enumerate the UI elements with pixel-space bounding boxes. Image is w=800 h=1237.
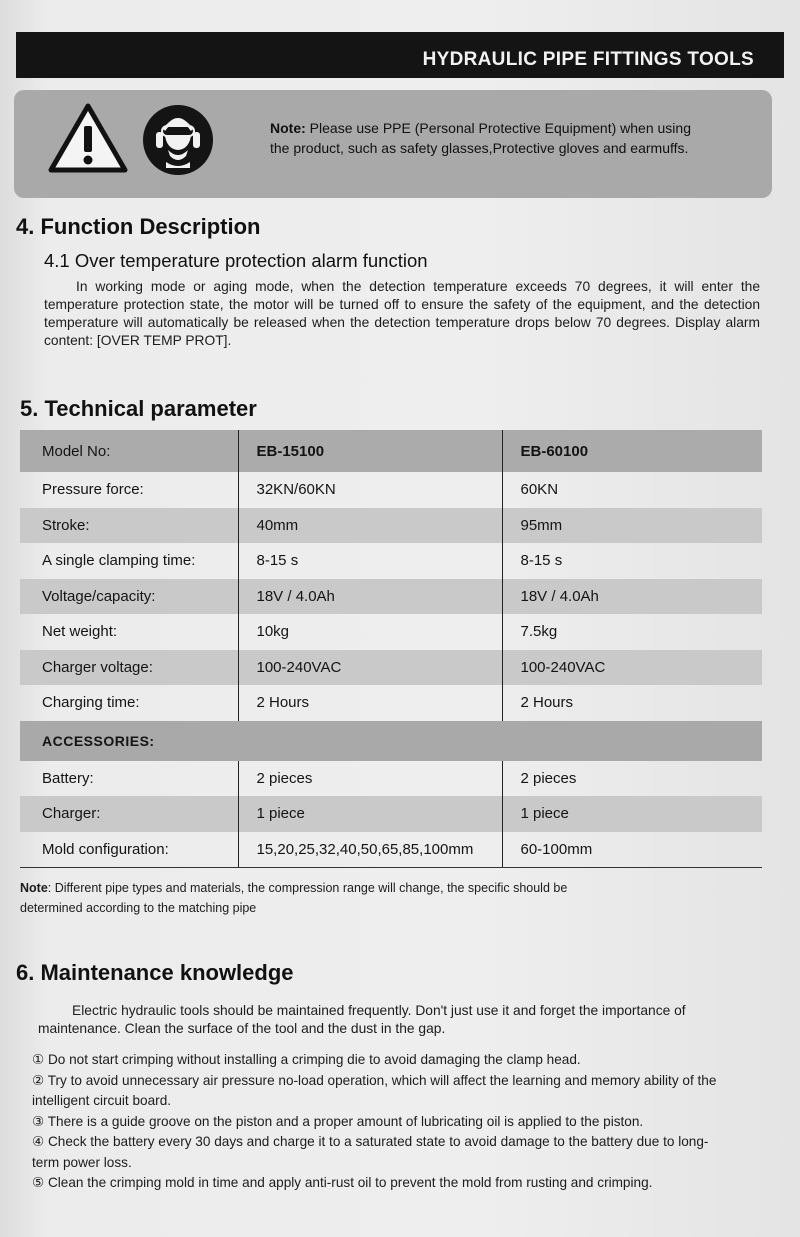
row-value-eb15100: 2 pieces bbox=[238, 761, 502, 797]
row-value-eb60100: 2 Hours bbox=[502, 685, 762, 721]
note-content: Please use PPE (Personal Protective Equipment) when using the product, such as safety glasses,Protective gloves and earmuffs. bbox=[270, 120, 691, 156]
list-item: ④ Check the battery every 30 days and charge it to a saturated state to avoid damage to the battery due to long-term power loss. bbox=[32, 1134, 709, 1170]
table-row bbox=[20, 832, 762, 868]
row-value-eb60100: 8-15 s bbox=[502, 543, 762, 579]
table-footnote-text: : Different pipe types and materials, the compression range will change, the specific should be determined according to the matching pipe bbox=[20, 881, 568, 915]
note-label: Note: bbox=[270, 120, 306, 136]
row-value-eb60100: 100-240VAC bbox=[502, 650, 762, 686]
table-row bbox=[20, 579, 762, 615]
row-value-eb60100: 7.5kg bbox=[502, 614, 762, 650]
row-value-eb15100: 10kg bbox=[238, 614, 502, 650]
row-value-eb60100: 18V / 4.0Ah bbox=[502, 579, 762, 615]
row-label: Voltage/capacity: bbox=[20, 579, 238, 615]
list-item: ① Do not start crimping without installing a crimping die to avoid damaging the clamp head. bbox=[32, 1052, 581, 1067]
row-value-eb15100: 40mm bbox=[238, 508, 502, 544]
row-value-eb15100: 8-15 s bbox=[238, 543, 502, 579]
section-4-1-subtitle: 4.1 Over temperature protection alarm function bbox=[44, 250, 428, 271]
header-bar bbox=[16, 32, 784, 78]
table-row bbox=[20, 472, 762, 508]
section-4-body: In working mode or aging mode, when the detection temperature exceeds 70 degrees, it will enter the temperature protection state, the motor will be turned off to ensure the safety of the equipment, and the detection temperature will automatically be released when the detection temperature drops below 70 degrees. Display alarm content: [OVER TEMP PROT]. bbox=[44, 279, 760, 348]
row-value-eb15100: 2 Hours bbox=[238, 685, 502, 721]
header-cell-eb60100: EB-60100 bbox=[502, 430, 762, 472]
table-row bbox=[20, 796, 762, 832]
list-item: ⑤ Clean the crimping mold in time and apply anti-rust oil to prevent the mold from rusting and crimping. bbox=[32, 1175, 653, 1190]
row-label: Charger voltage: bbox=[20, 650, 238, 686]
list-item: ② Try to avoid unnecessary air pressure no-load operation, which will affect the learning and memory ability of the intelligent circuit board. bbox=[32, 1072, 717, 1108]
table-row bbox=[20, 543, 762, 579]
table-row bbox=[20, 650, 762, 686]
header-title: HYDRAULIC PIPE FITTINGS TOOLS bbox=[422, 49, 754, 70]
row-value-eb15100: 15,20,25,32,40,50,65,85,100mm bbox=[238, 832, 502, 868]
row-value-eb60100: 2 pieces bbox=[502, 761, 762, 797]
ppe-note-text bbox=[270, 118, 710, 158]
row-label: Pressure force: bbox=[42, 481, 144, 499]
table-row bbox=[20, 508, 762, 544]
table-footnote-label: Note bbox=[20, 881, 48, 895]
ppe-note-box bbox=[14, 90, 772, 198]
table-row bbox=[20, 761, 762, 797]
section-6-title: 6. Maintenance knowledge bbox=[16, 960, 294, 985]
table-row bbox=[20, 614, 762, 650]
section-6-intro: Electric hydraulic tools should be maintained frequently. Don't just use it and forget the importance of maintenance. Clean the surface of the tool and the dust in the gap. bbox=[38, 1003, 686, 1036]
accessories-label: ACCESSORIES: bbox=[20, 721, 762, 761]
maintenance-list bbox=[32, 1050, 722, 1194]
table-header-row bbox=[20, 430, 762, 472]
row-label: Charging time: bbox=[42, 694, 140, 712]
header-cell-eb15100: EB-15100 bbox=[238, 430, 502, 472]
row-label: Net weight: bbox=[42, 623, 118, 641]
row-label: Stroke: bbox=[20, 508, 238, 544]
row-value-eb60100: 1 piece bbox=[502, 796, 762, 832]
accessories-header-row bbox=[20, 721, 762, 761]
section-4-title: 4. Function Description bbox=[16, 214, 261, 239]
ppe-face-protection-icon bbox=[142, 104, 214, 176]
row-value-eb15100: 1 piece bbox=[238, 796, 502, 832]
list-item: ③ There is a guide groove on the piston and a proper amount of lubricating oil is applied to the piston. bbox=[32, 1113, 644, 1129]
table-footnote bbox=[20, 878, 580, 918]
row-label: Charger: bbox=[20, 796, 238, 832]
table-row bbox=[20, 685, 762, 721]
row-label: Battery: bbox=[42, 769, 94, 787]
technical-parameter-table bbox=[20, 430, 762, 868]
row-value-eb15100: 32KN/60KN bbox=[238, 472, 502, 508]
header-cell-model: Model No: bbox=[20, 430, 238, 472]
row-value-eb60100: 95mm bbox=[502, 508, 762, 544]
row-value-eb15100: 100-240VAC bbox=[238, 650, 502, 686]
row-value-eb60100: 60KN bbox=[502, 472, 762, 508]
section-5-title: 5. Technical parameter bbox=[20, 396, 257, 421]
row-value-eb15100: 18V / 4.0Ah bbox=[238, 579, 502, 615]
row-label: A single clamping time: bbox=[42, 552, 196, 570]
row-value-eb60100: 60-100mm bbox=[502, 832, 762, 868]
warning-triangle-icon bbox=[48, 102, 128, 174]
row-label: Mold configuration: bbox=[20, 832, 238, 868]
